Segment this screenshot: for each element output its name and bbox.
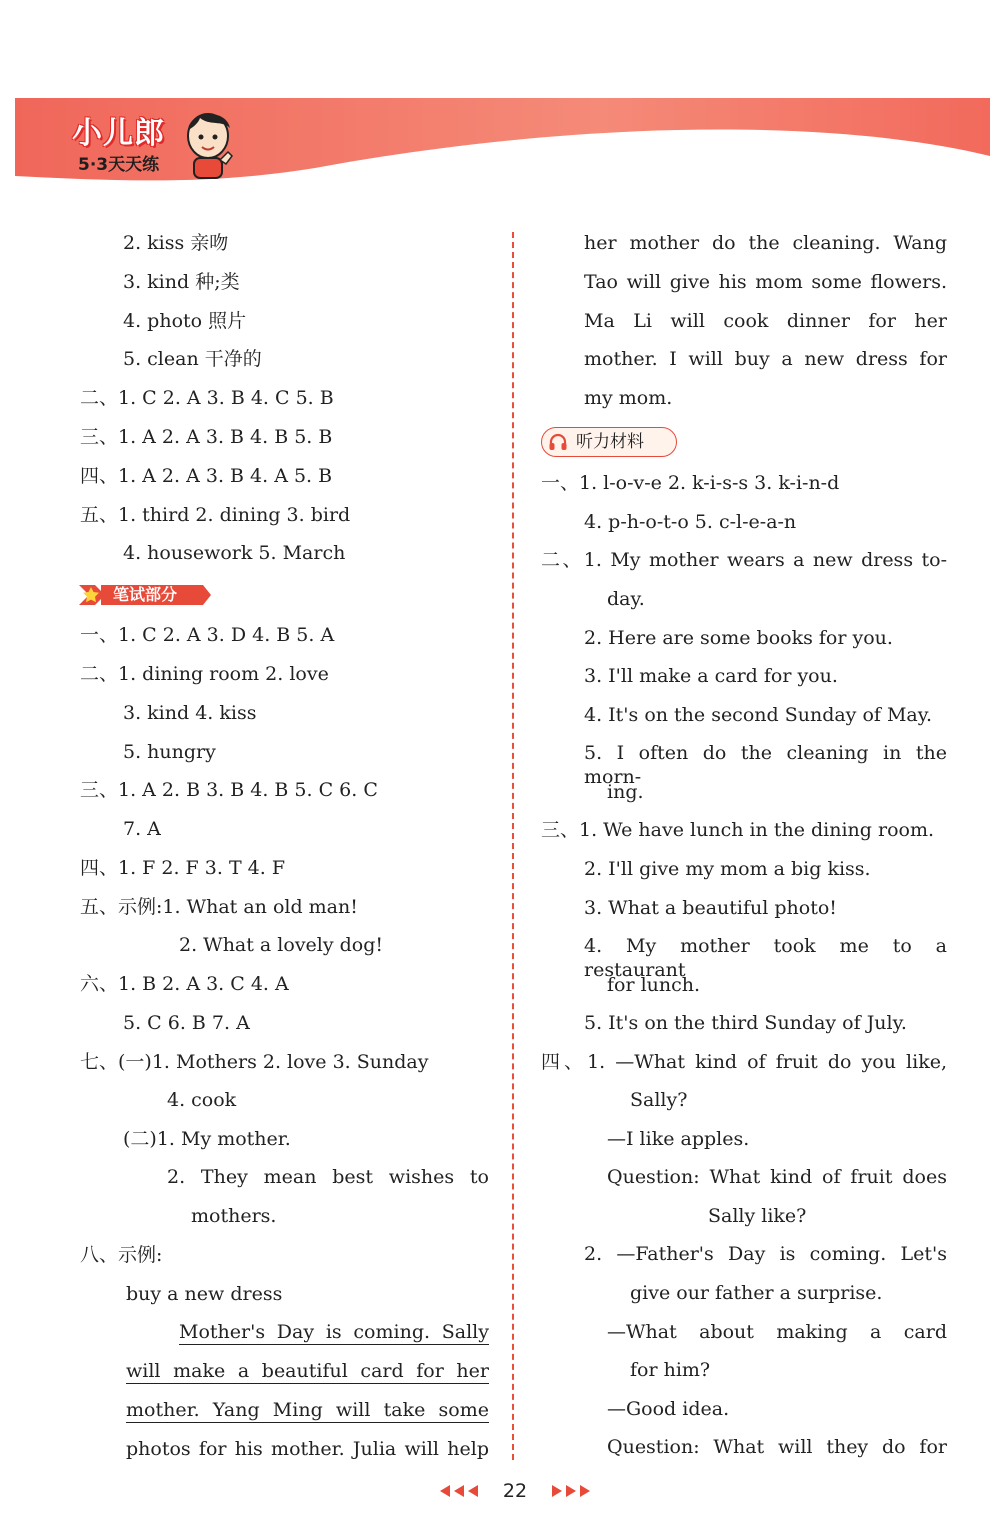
answer-line: 3. kind 种;类 bbox=[123, 271, 240, 293]
essay-line: photos for his mother. Julia will help bbox=[126, 1438, 489, 1460]
answer-line: 3. kind 4. kiss bbox=[123, 702, 257, 724]
answer-line: 7. A bbox=[123, 818, 161, 840]
written-section-label: 笔试部分 bbox=[113, 585, 178, 604]
answer-line: 四、1. F 2. F 3. T 4. F bbox=[80, 857, 286, 879]
page-number: 22 bbox=[502, 1480, 528, 1502]
essay-line: Mother's Day is coming. Sally bbox=[179, 1321, 489, 1343]
transcript-line: 一、1. l-o-v-e 2. k-i-s-s 3. k-i-n-d bbox=[541, 472, 840, 494]
transcript-line: —I like apples. bbox=[607, 1128, 750, 1150]
transcript-line: ing. bbox=[607, 781, 644, 803]
written-section-tag bbox=[79, 583, 211, 607]
page-footer bbox=[430, 1477, 600, 1505]
answer-line: 2. What a lovely dog! bbox=[179, 934, 384, 956]
series-name: 5·3天天练 bbox=[78, 155, 160, 175]
transcript-line: for him? bbox=[630, 1359, 711, 1381]
answer-line: 一、1. C 2. A 3. D 4. B 5. A bbox=[80, 624, 335, 646]
answer-line: 三、1. A 2. B 3. B 4. B 5. C 6. C bbox=[80, 779, 378, 801]
transcript-line: for lunch. bbox=[607, 974, 701, 996]
transcript-line: 3. What a beautiful photo! bbox=[584, 897, 837, 919]
transcript-line: 4. My mother took me to a restaurant bbox=[584, 935, 947, 981]
listening-section-label: 听力材料 bbox=[576, 432, 644, 452]
transcript-line: 2. —Father's Day is coming. Let's bbox=[584, 1243, 947, 1265]
answer-line: 二、1. dining room 2. love bbox=[80, 663, 329, 685]
brand-logo: 小儿郎 bbox=[72, 116, 165, 151]
transcript-line: —What about making a card bbox=[607, 1321, 947, 1343]
transcript-line: 三、1. We have lunch in the dining room. bbox=[541, 819, 934, 841]
answer-line: 五、1. third 2. dining 3. bird bbox=[80, 504, 351, 526]
transcript-line: 2. I'll give my mom a big kiss. bbox=[584, 858, 871, 880]
transcript-line: 2. Here are some books for you. bbox=[584, 627, 893, 649]
answer-line: 五、示例:1. What an old man! bbox=[80, 896, 358, 918]
answer-line: 4. housework 5. March bbox=[123, 542, 346, 564]
mascot-boy-icon bbox=[180, 104, 236, 180]
transcript-line: my mom. bbox=[584, 387, 673, 409]
transcript-line: her mother do the cleaning. Wang bbox=[584, 232, 947, 254]
answer-line: 5. clean 干净的 bbox=[123, 348, 262, 370]
answer-line: 2. kiss 亲吻 bbox=[123, 232, 229, 254]
column-divider bbox=[512, 232, 514, 1460]
answer-line: 5. hungry bbox=[123, 741, 216, 763]
answer-line: 七、(一)1. Mothers 2. love 3. Sunday bbox=[80, 1051, 429, 1073]
headphones-icon bbox=[548, 433, 568, 451]
transcript-line: 5. It's on the third Sunday of July. bbox=[584, 1012, 907, 1034]
answer-line: 六、1. B 2. A 3. C 4. A bbox=[80, 973, 289, 995]
answer-line: buy a new dress bbox=[126, 1283, 283, 1305]
transcript-line: 5. I often do the cleaning in the morn- bbox=[584, 742, 947, 788]
transcript-line: 4. p-h-o-t-o 5. c-l-e-a-n bbox=[584, 511, 797, 533]
answer-line: mothers. bbox=[191, 1205, 277, 1227]
transcript-line: Question: What kind of fruit does bbox=[607, 1166, 947, 1188]
transcript-line: —Good idea. bbox=[607, 1398, 730, 1420]
answer-line: 4. photo 照片 bbox=[123, 310, 247, 332]
transcript-line: Ma Li will cook dinner for her bbox=[584, 310, 947, 332]
transcript-line: 四、1. —What kind of fruit do you like, bbox=[541, 1051, 947, 1073]
answer-line: 四、1. A 2. A 3. B 4. A 5. B bbox=[80, 465, 333, 487]
answer-line: (二)1. My mother. bbox=[123, 1128, 291, 1150]
answer-line: 5. C 6. B 7. A bbox=[123, 1012, 250, 1034]
next-arrows-icon bbox=[542, 1485, 590, 1497]
answer-line: 三、1. A 2. A 3. B 4. B 5. B bbox=[80, 426, 333, 448]
transcript-line: day. bbox=[607, 588, 645, 610]
essay-line: mother. Yang Ming will take some bbox=[126, 1399, 489, 1421]
answer-line: 八、示例: bbox=[80, 1244, 163, 1266]
answer-line: 二、1. C 2. A 3. B 4. C 5. B bbox=[80, 387, 334, 409]
transcript-line: Sally? bbox=[630, 1089, 688, 1111]
transcript-line: mother. I will buy a new dress for bbox=[584, 348, 947, 370]
essay-line: will make a beautiful card for her bbox=[126, 1360, 489, 1382]
transcript-line: give our father a surprise. bbox=[630, 1282, 883, 1304]
listening-section-tag bbox=[541, 427, 677, 457]
transcript-line: Question: What will they do for bbox=[607, 1436, 947, 1458]
transcript-line: 3. I'll make a card for you. bbox=[584, 665, 838, 687]
transcript-line: Tao will give his mom some flowers. bbox=[584, 271, 947, 293]
transcript-line: 二、1. My mother wears a new dress to- bbox=[541, 549, 947, 571]
answer-line: 2. They mean best wishes to bbox=[167, 1166, 489, 1188]
answer-line: 4. cook bbox=[167, 1089, 237, 1111]
transcript-line: Sally like? bbox=[708, 1205, 807, 1227]
transcript-line: 4. It's on the second Sunday of May. bbox=[584, 704, 933, 726]
